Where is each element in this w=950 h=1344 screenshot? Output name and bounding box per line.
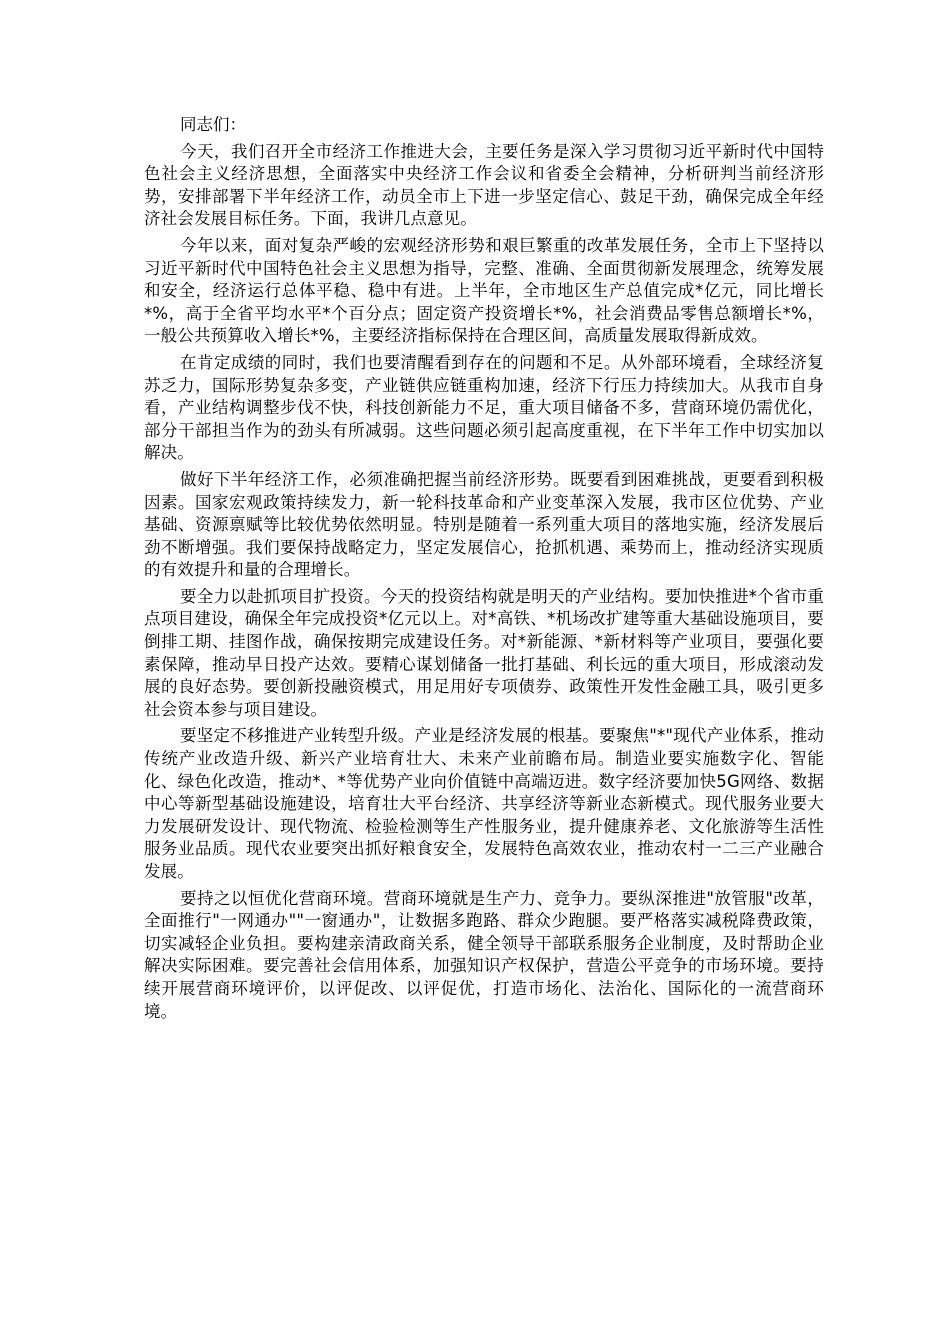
paragraph-situation: 做好下半年经济工作，必须准确把握当前经济形势。既要看到困难挑战，更要看到积极因素。国家宏观政策持续发力，新一轮科技革命和产业变革深入发展，我市区位优势、产业基础、资源禀赋等比较优势依然明显。特别是随着一系列重大项目的落地实施，经济发展后劲不断增强。我们要保持战略定力，坚定发展信心，抢抓机遇、乘势而上，推动经济实现质的有效提升和量的合理增长。 — [144, 469, 824, 580]
paragraph-business-environment: 要持之以恒优化营商环境。营商环境就是生产力、竞争力。要纵深推进"放管服"改革，全面推行"一网通办""一窗通办"，让数据多跑路、群众少跑腿。要严格落实减税降费政策，切实减轻企业负担。要构建亲清政商关系，健全领导干部联系服务企业制度，及时帮助企业解决实际困难。要完善社会信用体系，加强知识产权保护，营造公平竞争的市场环境。要持续开展营商环境评价，以评促改、以评促优，打造市场化、法治化、国际化的一流营商环境。 — [144, 888, 824, 1021]
paragraph-achievements: 今年以来，面对复杂严峻的宏观经济形势和艰巨繁重的改革发展任务，全市上下坚持以习近平新时代中国特色社会主义思想为指导，完整、准确、全面贯彻新发展理念，统筹发展和安全，经济运行总体平稳、稳中有进。上半年，全市地区生产总值完成*亿元，同比增长*%，高于全省平均水平*个百分点；固定资产投资增长*%，社会消费品零售总额增长*%，一般公共预算收入增长*%，主要经济指标保持在合理区间，高质量发展取得新成效。 — [144, 235, 824, 346]
paragraph-industry: 要坚定不移推进产业转型升级。产业是经济发展的根基。要聚焦"*"现代产业体系，推动传统产业改造升级、新兴产业培育壮大、未来产业前瞻布局。制造业要实施数字化、智能化、绿色化改造，推动*、*等优势产业向价值链中高端迈进。数字经济要加快5G网络、数据中心等新型基础设施建设，培育壮大平台经济、共享经济等新业态新模式。现代服务业要大力发展研发设计、现代物流、检验检测等生产性服务业，提升健康养老、文化旅游等生活性服务业品质。现代农业要突出抓好粮食安全，发展特色高效农业，推动农村一二三产业融合发展。 — [144, 726, 824, 881]
paragraph-problems: 在肯定成绩的同时，我们也要清醒看到存在的问题和不足。从外部环境看，全球经济复苏乏力，国际形势复杂多变，产业链供应链重构加速，经济下行压力持续加大。从我市自身看，产业结构调整步伐不快，科技创新能力不足，重大项目储备不多，营商环境仍需优化，部分干部担当作为的劲头有所减弱。这些问题必须引起高度重视，在下半年工作中切实加以解决。 — [144, 352, 824, 463]
document-body — [144, 114, 824, 1027]
paragraph-investment: 要全力以赴抓项目扩投资。今天的投资结构就是明天的产业结构。要加快推进*个省市重点项目建设，确保全年完成投资*亿元以上。对*高铁、*机场改扩建等重大基础设施项目，要倒排工期、挂图作战，确保按期完成建设任务。对*新能源、*新材料等产业项目，要强化要素保障，推动早日投产达效。要精心谋划储备一批打基础、利长远的重大项目，形成滚动发展的良好态势。要创新投融资模式，用足用好专项债券、政策性开发性金融工具，吸引更多社会资本参与项目建设。 — [144, 586, 824, 719]
salutation: 同志们： — [180, 115, 246, 134]
paragraph-opening: 今天，我们召开全市经济工作推进大会，主要任务是深入学习贯彻习近平新时代中国特色社会主义经济思想，全面落实中央经济工作会议和省委全会精神，分析研判当前经济形势，安排部署下半年经济工作，动员全市上下进一步坚定信心、鼓足干劲，确保完成全年经济社会发展目标任务。下面，我讲几点意见。 — [144, 141, 824, 229]
